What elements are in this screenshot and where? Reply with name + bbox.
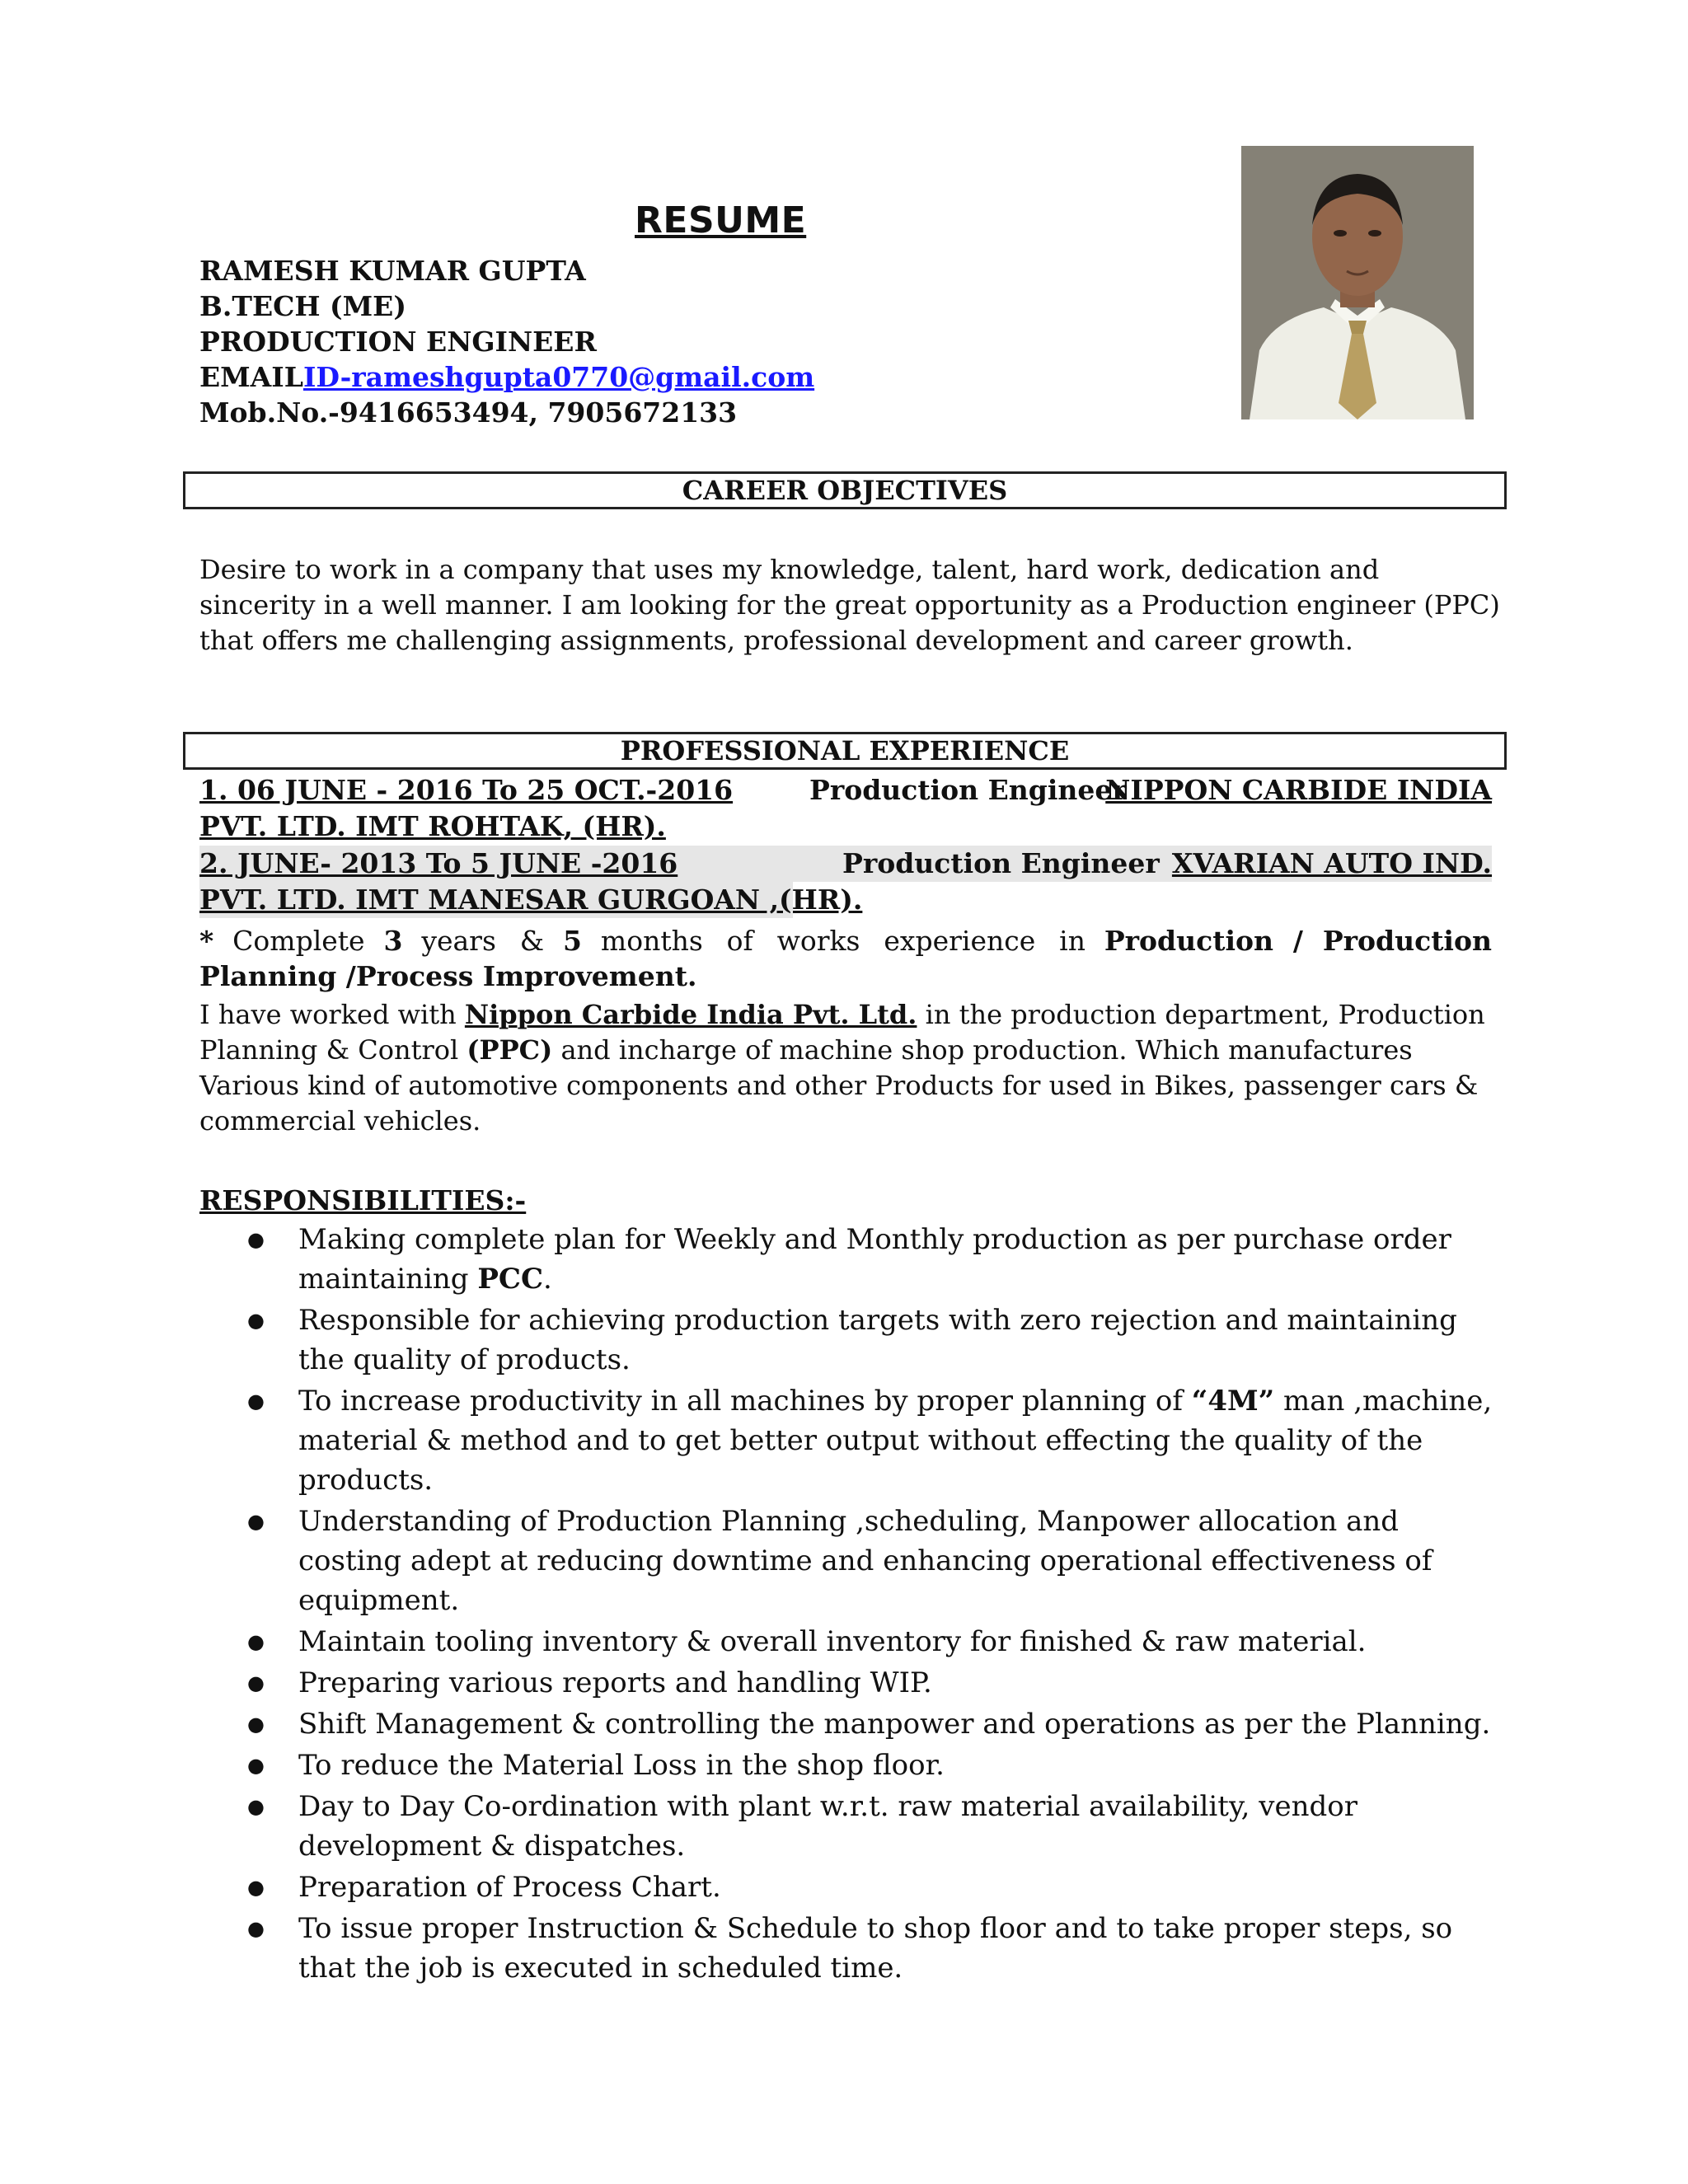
summary-star: *: [199, 925, 214, 957]
career-objectives-heading: CAREER OBJECTIVES: [183, 471, 1507, 509]
worked-part1: I have worked with: [199, 999, 457, 1030]
mobile-number: Mob.No.-9416653494, 7905672133: [199, 396, 738, 429]
list-item: ● Responsible for achieving production targets with zero rejection and maintaining the quality of products.: [247, 1301, 1500, 1380]
list-item: ● Preparation of Process Chart.: [247, 1868, 1500, 1907]
job2-company: XVARIAN AUTO IND.: [1171, 847, 1492, 879]
summary-part2: years &: [421, 925, 545, 957]
list-item: ● To issue proper Instruction & Schedule to shop floor and to take proper steps, so that the job is executed in scheduled time.: [247, 1909, 1500, 1988]
contact-block: [199, 253, 814, 430]
job2-company-row: [199, 882, 863, 918]
resume-title: RESUME: [635, 199, 807, 241]
list-item-bold: PCC: [477, 1263, 544, 1296]
list-item-text: man ,machine, material & method and to get better output without effecting the quality of the products.: [298, 1385, 1493, 1497]
list-item: ● To reduce the Material Loss in the shop floor.: [247, 1746, 1500, 1785]
worked-ppc: (PPC): [467, 1034, 553, 1066]
job1-company: NIPPON CARBIDE INDIA: [1105, 774, 1492, 806]
career-objective-text: Desire to work in a company that uses my knowledge, talent, hard work, dedication and sincerity in a well manner. I am looking for the great opportunity as a Production engineer (PPC) that offers me challenging assignments, professional development and career growth.: [199, 554, 1500, 656]
job1-row: [199, 772, 1492, 808]
list-item: [247, 1381, 1500, 1500]
list-item: ● Shift Management & controlling the manpower and operations as per the Planning.: [247, 1704, 1500, 1744]
list-item-text: .: [543, 1263, 552, 1296]
list-item: ● Day to Day Co-ordination with plant w.r.t. raw material availability, vendor development & dispatches.: [247, 1787, 1500, 1866]
job2-row: [199, 846, 1492, 882]
list-item: ● Preparing various reports and handling WIP.: [247, 1663, 1500, 1703]
email-line: [199, 359, 814, 395]
worked-part2: in the production department, Production Planning & Control: [199, 999, 1485, 1066]
email-label: EMAIL: [199, 361, 303, 393]
candidate-name: RAMESH KUMAR GUPTA: [199, 255, 586, 287]
list-item: ● Understanding of Production Planning ,scheduling, Manpower allocation and costing adept at reducing downtime and enhancing operational effectiveness of equipment.: [247, 1502, 1500, 1620]
summary-part1: Complete: [232, 925, 365, 957]
candidate-photo: [1241, 146, 1474, 419]
summary-areas: Production / Production Planning /Process Improvement.: [199, 925, 1492, 992]
worked-company: Nippon Carbide India Pvt. Ltd.: [464, 999, 917, 1030]
summary-years: 3: [383, 925, 403, 957]
company-description: [199, 997, 1502, 1139]
job1-dates: 1. 06 JUNE - 2016 To 25 OCT.-2016: [199, 774, 734, 806]
experience-summary: [199, 923, 1492, 994]
job1-company-row: [199, 808, 1492, 845]
candidate-role: PRODUCTION ENGINEER: [199, 326, 597, 358]
professional-experience-heading: PROFESSIONAL EXPERIENCE: [183, 732, 1507, 770]
responsibilities-heading: RESPONSIBILITIES:-: [199, 1184, 527, 1216]
job1-company-line2: PVT. LTD. IMT ROHTAK, (HR).: [199, 810, 666, 842]
job2-company-line2: PVT. LTD. IMT MANESAR GURGOAN ,(HR).: [199, 883, 863, 916]
worked-part3: and incharge of machine shop production. Which manufactures Various kind of automotive components and other Products for used in Bikes, passenger cars & commercial vehicles.: [199, 1034, 1479, 1137]
summary-part3: months of works experience in: [600, 925, 1085, 957]
list-item-text: Making complete plan for Weekly and Monthly production as per purchase order maintaining: [298, 1223, 1451, 1296]
responsibilities-list: [247, 1220, 1500, 1990]
job2-position: Production Engineer: [842, 847, 1160, 879]
candidate-degree: B.TECH (ME): [199, 290, 406, 322]
job2-dates: 2. JUNE- 2013 To 5 JUNE -2016: [199, 847, 678, 879]
summary-months: 5: [563, 925, 583, 957]
list-item: ● Maintain tooling inventory & overall inventory for finished & raw material.: [247, 1622, 1500, 1661]
job1-position: Production Engineer: [809, 774, 1127, 806]
list-item-text: To increase productivity in all machines by proper planning of: [298, 1385, 1183, 1418]
email-link[interactable]: ID-rameshgupta0770@gmail.com: [302, 361, 815, 393]
list-item: [247, 1220, 1500, 1299]
list-item-bold: “4M”: [1191, 1385, 1275, 1418]
